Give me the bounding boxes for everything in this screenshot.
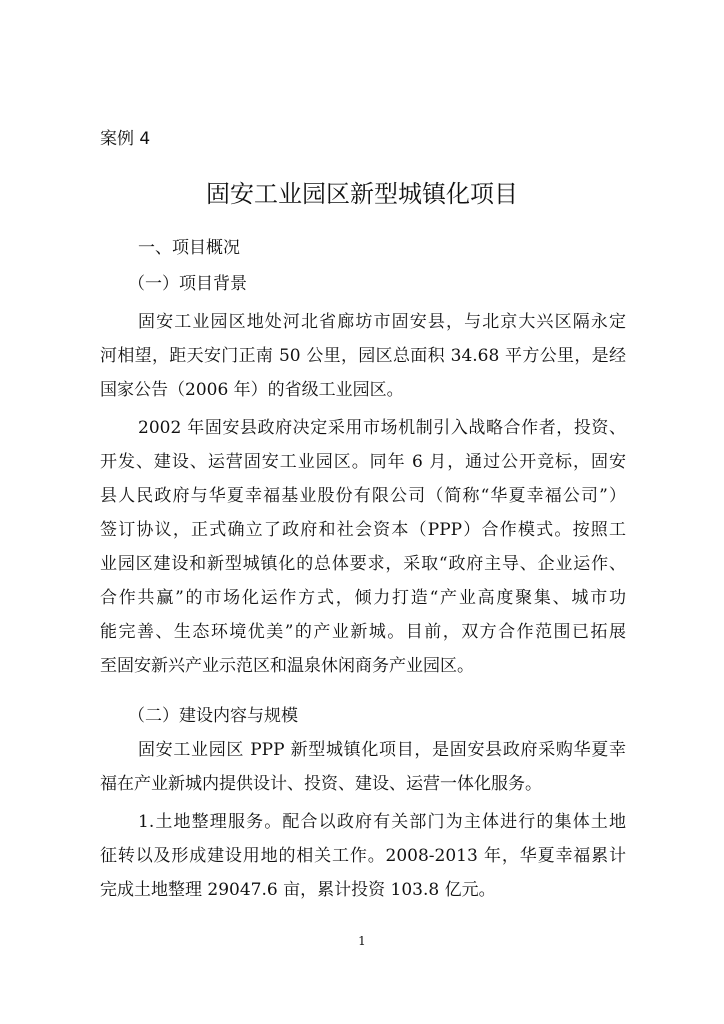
case-label: 案例 4 — [100, 129, 151, 149]
paragraph-line: 签订协议，正式确立了政府和社会资本（PPP）合作模式。按照工 — [100, 520, 626, 540]
paragraph-line: 合作共赢”的市场化运作方式，倾力打造“产业高度聚集、城市功 — [100, 588, 626, 608]
paragraph-line: 至固安新兴产业示范区和温泉休闲商务产业园区。 — [100, 656, 474, 676]
paragraph-line: 河相望，距天安门正南 50 公里，园区总面积 34.68 平方公里，是经 — [100, 346, 626, 366]
paragraph-line: 业园区建设和新型城镇化的总体要求，采取“政府主导、企业运作、 — [100, 554, 626, 574]
paragraph-line: 征转以及形成建设用地的相关工作。2008-2013 年，华夏幸福累计 — [100, 846, 626, 866]
section-heading-overview: 一、项目概况 — [138, 238, 240, 258]
paragraph-line: 国家公告（2006 年）的省级工业园区。 — [100, 380, 404, 400]
paragraph-line: 1.土地整理服务。配合以政府有关部门为主体进行的集体土地 — [138, 812, 626, 832]
paragraph-line: 县人民政府与华夏幸福基业股份有限公司（简称“华夏幸福公司”） — [100, 486, 626, 506]
paragraph-line: 固安工业园区 PPP 新型城镇化项目，是固安县政府采购华夏幸 — [138, 740, 626, 760]
subsection-heading-background: （一）项目背景 — [128, 274, 247, 294]
paragraph-line: 2002 年固安县政府决定采用市场机制引入战略合作者，投资、 — [138, 418, 626, 438]
paragraph-line: 开发、建设、运营固安工业园区。同年 6 月，通过公开竞标，固安 — [100, 452, 626, 472]
paragraph-line: 固安工业园区地处河北省廊坊市固安县，与北京大兴区隔永定 — [138, 312, 626, 332]
paragraph-line: 完成土地整理 29047.6 亩，累计投资 103.8 亿元。 — [100, 880, 496, 900]
paragraph-line: 福在产业新城内提供设计、投资、建设、运营一体化服务。 — [100, 774, 542, 794]
document-title: 固安工业园区新型城镇化项目 — [206, 180, 518, 208]
subsection-heading-scope: （二）建设内容与规模 — [128, 706, 298, 726]
paragraph-line: 能完善、生态环境优美”的产业新城。目前，双方合作范围已拓展 — [100, 622, 626, 642]
page-number: 1 — [358, 934, 366, 948]
